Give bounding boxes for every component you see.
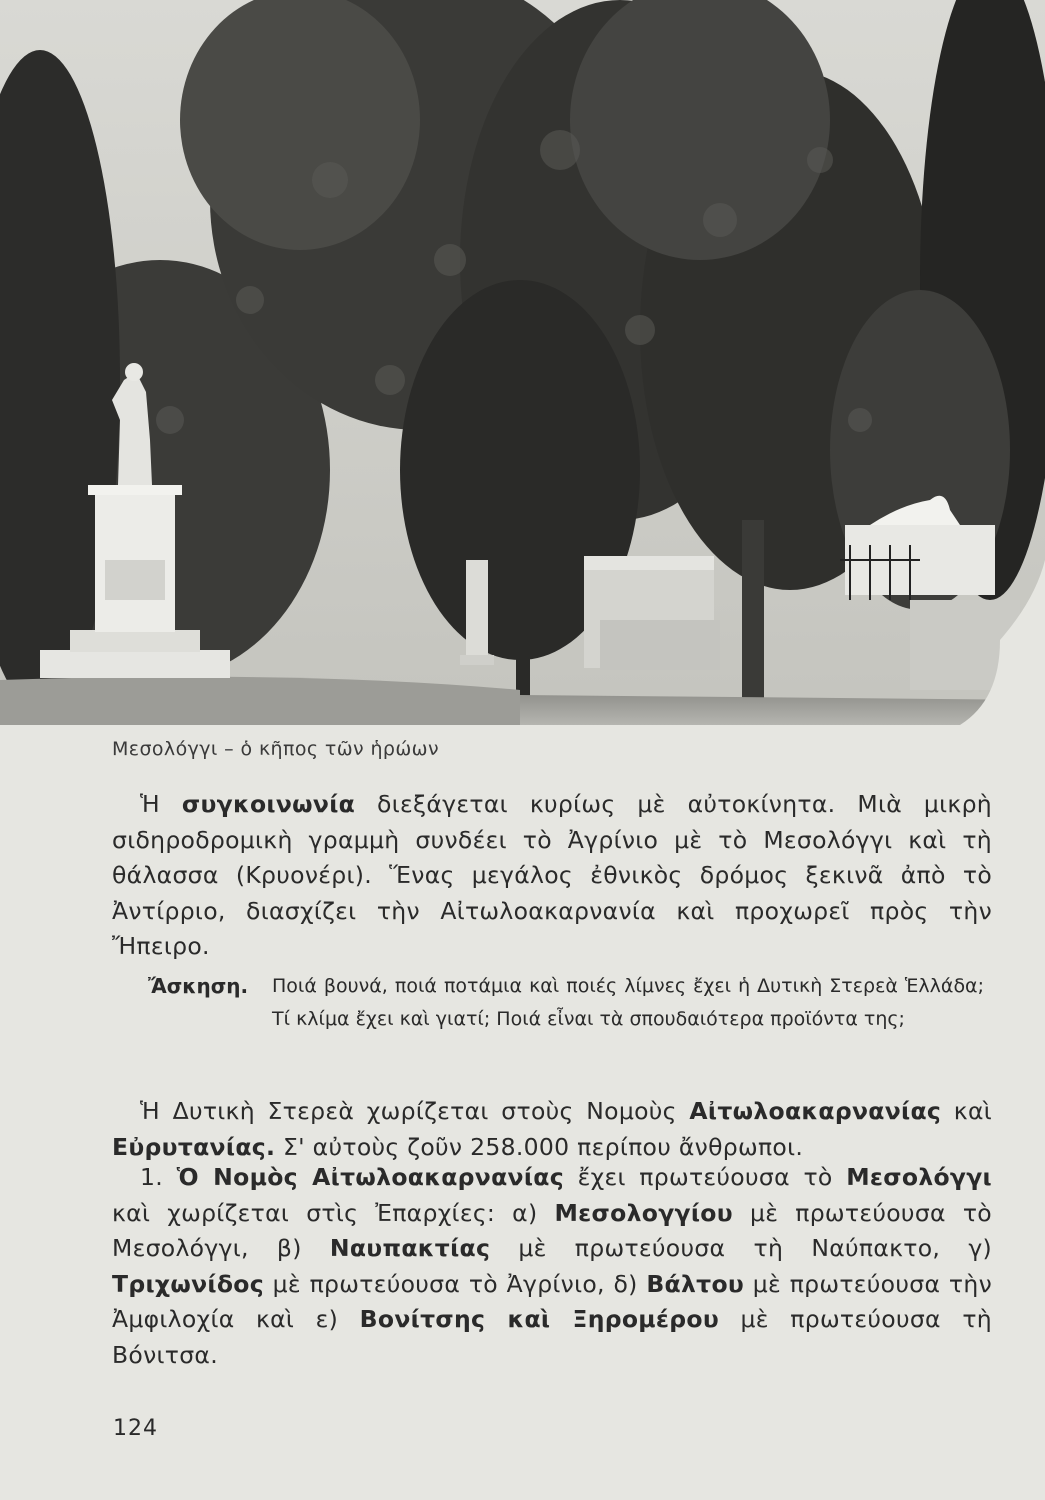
paragraph-transport	[112, 787, 992, 965]
para2-t2: καὶ	[941, 1097, 992, 1125]
para3-b6: Βάλτου	[646, 1269, 745, 1298]
garden-of-heroes-photo	[0, 0, 1045, 725]
para3-b5: Τριχωνίδος	[112, 1269, 264, 1298]
para3-t7: μὲ πρωτεύουσα τὴν Ἀμφιλοχία καὶ ε)	[112, 1269, 992, 1333]
para1-text: διεξάγεται κυρίως μὲ αὐτοκίνητα. Μιὰ μικρὴ σιδηροδρομικὴ γραμμὴ συνδέει τὸ Ἀγρίνιο μὲ τὸ Μεσολόγγι καὶ τὴ θάλασσα (Κρυονέρι). Ἕνας μεγάλος ἐθνικὸς δρόμος ξεκινᾶ ἀπὸ τὸ Ἀντίρριο, διασχίζει τὴν Αἰτωλοακαρνανία καὶ προχωρεῖ πρὸς τὴν Ἤπειρο.	[112, 790, 992, 960]
para2-b1: Αἰτωλοακαρνανίας	[689, 1097, 942, 1125]
term-transport: συγκοινωνία	[181, 790, 356, 818]
para2-t1: Ἡ Δυτικὴ Στερεὰ χωρίζεται στοὺς Νομοὺς	[140, 1097, 690, 1125]
para3-b4: Ναυπακτίας	[329, 1234, 491, 1262]
para3-b3: Μεσολογγίου	[554, 1198, 733, 1227]
para3-b1: Ὁ Νομὸς Αἰτωλοακαρνανίας	[176, 1163, 564, 1191]
page-number: 124	[113, 1416, 158, 1441]
para3-t8: μὲ πρωτεύουσα τὴ Βόνιτσα.	[112, 1305, 992, 1369]
para3-t2: ἔχει πρωτεύουσα τὸ	[563, 1163, 847, 1191]
para2-b2: Εὐρυτανίας.	[112, 1132, 276, 1161]
exercise-label: Ἄσκηση.	[148, 974, 249, 998]
para3-t3: καὶ χωρίζεται στὶς Ἐπαρχίες: α)	[112, 1198, 555, 1227]
para3-t4: μὲ πρωτεύουσα τὸ Μεσολόγγι, β)	[112, 1198, 992, 1262]
paragraph-aitoloakarnania	[112, 1160, 992, 1373]
garden-photo-icon	[0, 0, 1045, 725]
para3-t6: μὲ πρωτεύουσα τὸ Ἀγρίνιο, δ)	[263, 1269, 647, 1298]
para3-b2: Μεσολόγγι	[846, 1163, 993, 1191]
para3-b7: Βονίτσης καὶ Ξηρομέρου	[359, 1305, 720, 1333]
exercise-text: Ποιά βουνά, ποιά ποτάμια καὶ ποιές λίμνες ἔχει ἡ Δυτικὴ Στερεὰ Ἑλλάδα; Τί κλίμα ἔχει καὶ γιατί; Ποιά εἶναι τὰ σπουδαιότερα προϊόντα της;	[272, 975, 984, 1030]
para2-t3: Σ' αὐτοὺς ζοῦν 258.000 περίπου ἄνθρωποι.	[275, 1132, 804, 1161]
para1-intro: Ἡ	[140, 790, 182, 818]
photo-caption: Μεσολόγγι – ὁ κῆπος τῶν ἡρώων	[112, 738, 439, 760]
paragraph-prefectures	[112, 1094, 992, 1165]
para3-t5: μὲ πρωτεύουσα τὴ Ναύπακτο, γ)	[490, 1234, 993, 1262]
para3-t1: 1.	[140, 1163, 177, 1191]
